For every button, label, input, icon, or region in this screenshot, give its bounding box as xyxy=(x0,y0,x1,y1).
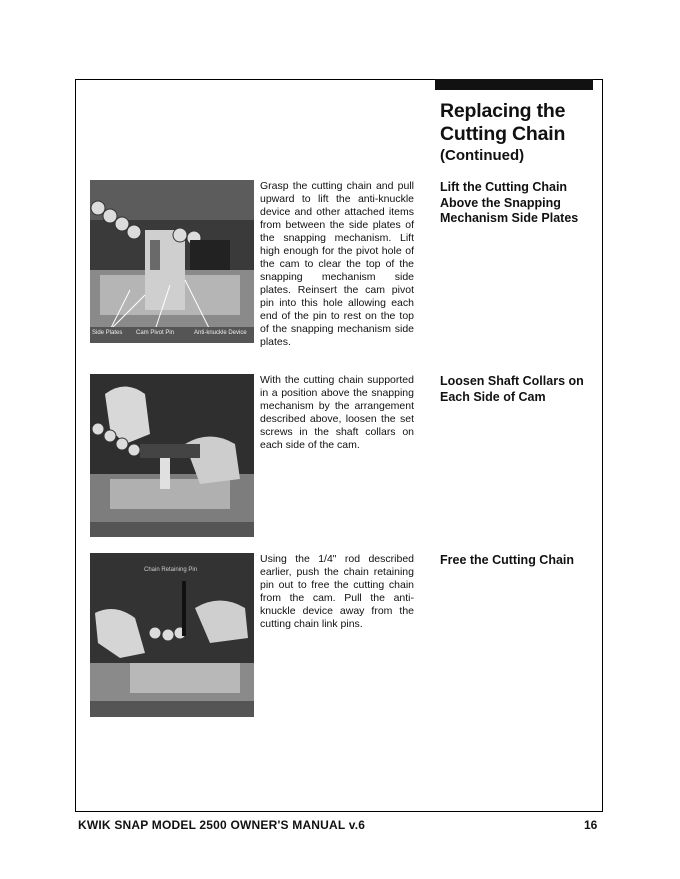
photo-label-chain-retaining-pin: Chain Retaining Pin xyxy=(144,567,198,573)
page-title: Replacing the Cutting Chain xyxy=(440,100,566,145)
header-bar xyxy=(435,79,593,90)
section-title-block xyxy=(440,100,600,165)
photo-free-chain xyxy=(90,553,254,717)
photo-label-cam-pivot-pin: Cam Pivot Pin xyxy=(136,330,175,336)
step-3-text: Using the 1/4" rod described earlier, push the chain retaining pin out to free the cutting chain from the cam. Pull the anti-knuckle device away from the cutting chain link pins. xyxy=(260,553,414,630)
footer-page-number: 16 xyxy=(584,818,598,832)
photo-lift-chain xyxy=(90,180,254,343)
photo-loosen-collars xyxy=(90,374,254,537)
step-1-text: Grasp the cutting chain and pull upward to lift the anti-knuckle device and other attached items from between the side plates of the snapping mechanism. Lift high enough for the pivot hole of the cam to clear the top of the snapping mechanism side plates. Reinsert the cam pivot pin into this hole allowing each end of the pin to rest on the top of the snapping mechanism side plates. xyxy=(260,180,414,348)
step-3-heading: Free the Cutting Chain xyxy=(440,553,575,567)
page-subtitle: (Continued) xyxy=(440,147,525,164)
step-1-heading: Lift the Cutting Chain Above the Snapping Mechanism Side Plates xyxy=(440,180,579,225)
photo-label-side-plates: Side Plates xyxy=(92,330,123,336)
photo-label-anti-knuckle-device: Anti-knuckle Device xyxy=(194,330,247,336)
step-2-heading: Loosen Shaft Collars on Each Side of Cam xyxy=(440,374,584,404)
footer-manual-title: KWIK SNAP MODEL 2500 OWNER'S MANUAL v.6 xyxy=(78,818,366,832)
step-2-text: With the cutting chain supported in a position above the snapping mechanism by the arrangement described above, loosen the set screws in the shaft collars on each side of the cam. xyxy=(260,374,414,451)
